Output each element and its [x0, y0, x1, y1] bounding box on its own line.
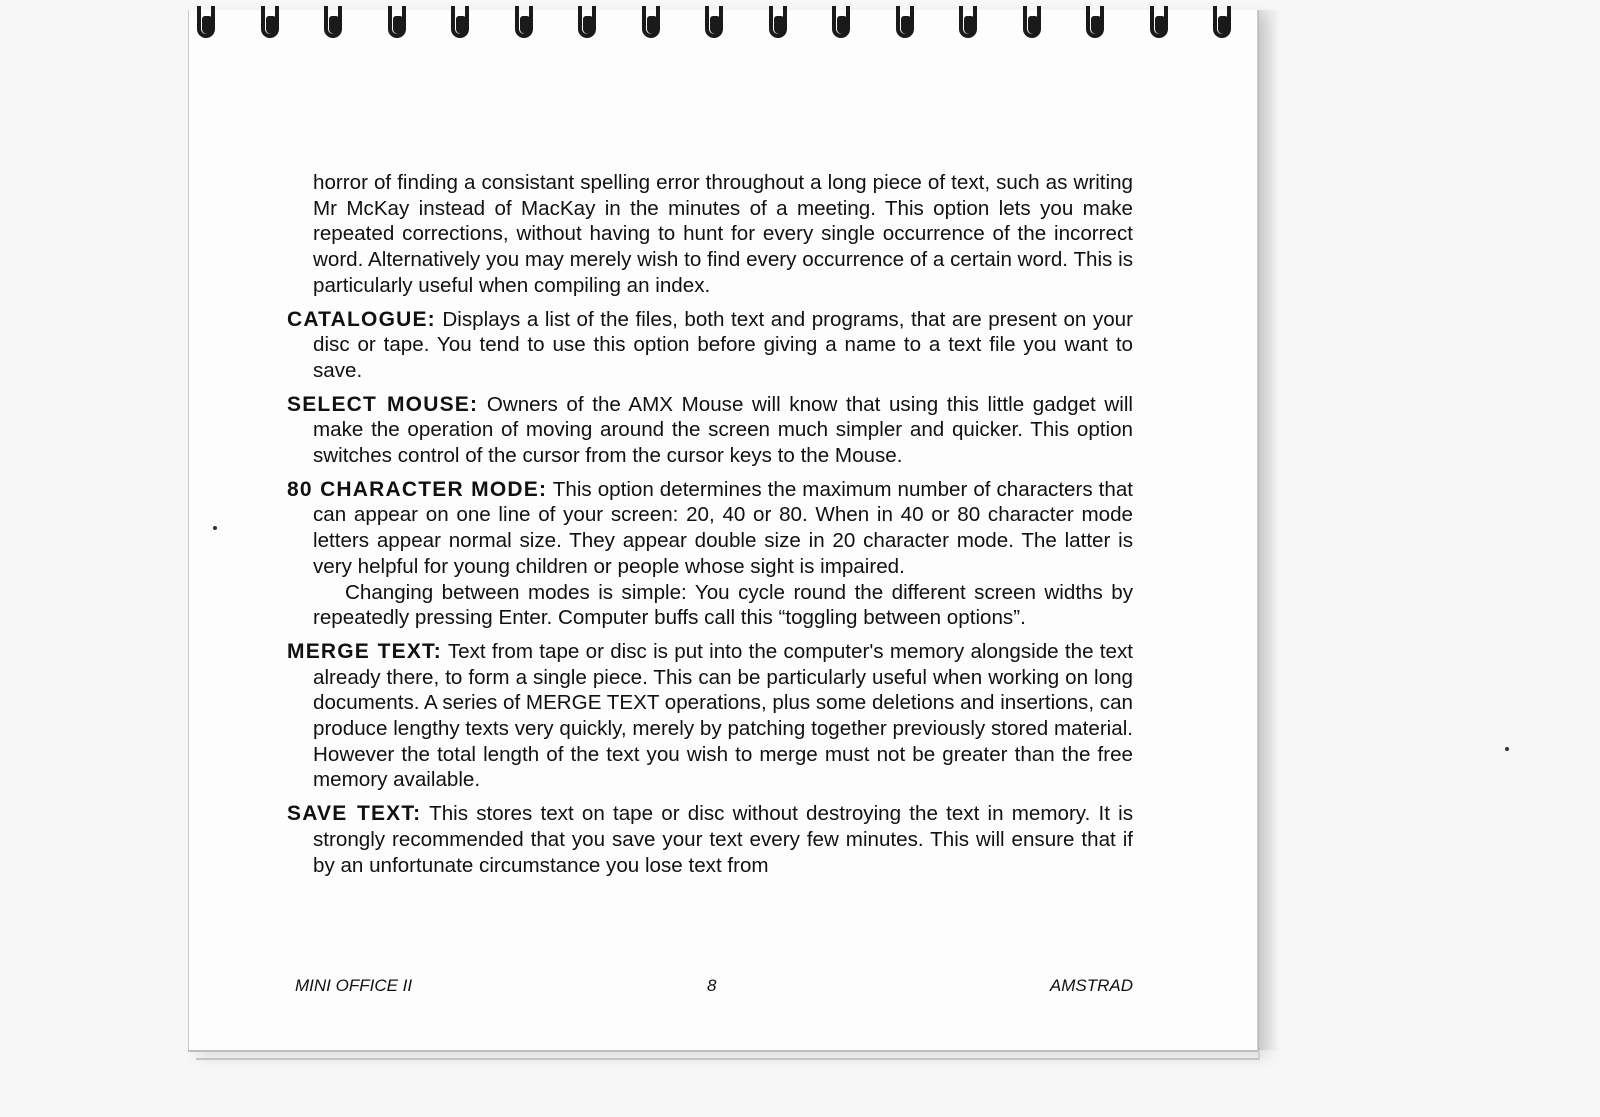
entry-term: SELECT MOUSE: — [287, 392, 479, 416]
entry-text: This stores text on tape or disc without destroying the text in memory. It is strongly recommended that you save your text every few minutes. This will ensure that if by an unfortunate circumstance you lose text from — [313, 802, 1134, 877]
footer-title: MINI OFFICE II — [295, 976, 413, 995]
entry-term: CATALOGUE: — [287, 307, 436, 331]
footer-brand: AMSTRAD — [1049, 976, 1133, 995]
page-body — [287, 170, 1133, 886]
entry-text: Text from tape or disc is put into the computer's memory alongside the text already there, to form a single piece. This can be particularly useful when working on long documents. A series of MERGE TEXT operations, plus some deletions and insertions, can produce lengthy texts very quickly, merely by patching together previously stored material. However the total length of the text you wish to merge must not be greater than the free memory available. — [313, 639, 1133, 792]
spiral-binding — [195, 0, 1255, 50]
entry-text: Displays a list of the files, both text and programs, that are present on your disc or tape. You tend to use this option before giving a name to a text file you want to save. — [313, 307, 1133, 382]
spiral-ring-icon — [957, 6, 981, 42]
speck — [1505, 747, 1509, 751]
spiral-ring-icon — [1148, 6, 1172, 42]
entry-text: This option determines the maximum number of characters that can appear on one line of your screen: 20, 40 or 80. When in 40 or 80 character mode letters appear normal size. They appear double size in 20 character mode. The latter is very helpful for young children or people whose sight is impaired. — [313, 477, 1133, 578]
spiral-ring-icon — [767, 6, 791, 42]
spiral-ring-icon — [1084, 6, 1108, 42]
page-edge — [196, 1048, 1260, 1060]
spiral-ring-icon — [703, 6, 727, 42]
spiral-ring-icon — [640, 6, 664, 42]
spiral-ring-icon — [1021, 6, 1045, 42]
spiral-ring-icon — [830, 6, 854, 42]
spiral-ring-icon — [386, 6, 410, 42]
entry-80-character-mode — [287, 477, 1133, 631]
entry-select-mouse — [287, 392, 1133, 469]
entry-catalogue — [287, 307, 1133, 384]
entry-term: MERGE TEXT: — [287, 639, 442, 663]
entry-merge-text — [287, 639, 1133, 793]
entry-continuation: Changing between modes is simple: You cycle round the different screen widths by repeatedly pressing Enter. Computer buffs call this “toggling between options”. — [313, 580, 1133, 630]
spiral-ring-icon — [259, 6, 283, 42]
spiral-ring-icon — [1211, 6, 1235, 42]
spiral-ring-icon — [195, 6, 219, 42]
spiral-ring-icon — [513, 6, 537, 42]
page-number: 8 — [707, 976, 717, 995]
page-shadow — [1258, 10, 1280, 1050]
spiral-ring-icon — [894, 6, 918, 42]
spiral-ring-icon — [322, 6, 346, 42]
entry-save-text — [287, 801, 1133, 878]
spiral-ring-icon — [576, 6, 600, 42]
entry-term: 80 CHARACTER MODE: — [287, 477, 548, 501]
intro-paragraph — [287, 170, 1133, 299]
speck — [213, 526, 217, 530]
entry-text: Owners of the AMX Mouse will know that using this little gadget will make the operation of moving around the screen much simpler and quicker. This option switches control of the cursor from the cursor keys to the Mouse. — [313, 392, 1134, 468]
intro-text: horror of finding a consistant spelling error throughout a long piece of text, such as writing Mr McKay instead of MacKay in the minutes of a meeting. This option lets you make repeated corrections, without having to hunt for every single occurrence of the incorrect word. Alternatively you may merely wish to find every occurrence of a certain word. This is particularly useful when compiling an index. — [313, 171, 1133, 297]
entry-term: SAVE TEXT: — [287, 802, 422, 826]
spiral-ring-icon — [449, 6, 473, 42]
